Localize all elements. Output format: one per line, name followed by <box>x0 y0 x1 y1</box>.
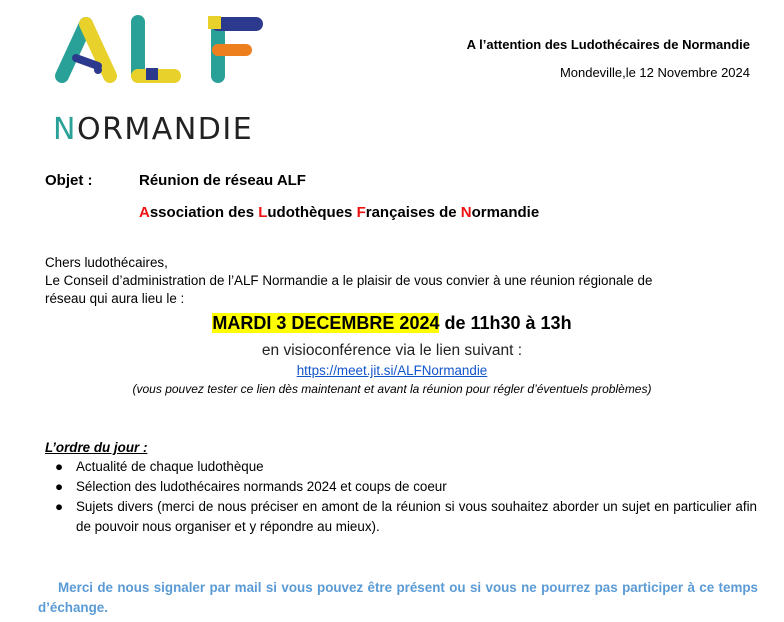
agenda-list <box>45 457 757 537</box>
agenda-title: L’ordre du jour : <box>45 440 148 455</box>
place-date: Mondeville,le 12 Novembre 2024 <box>559 65 750 80</box>
object-label: Objet : <box>45 172 93 189</box>
footer-request: Merci de nous signaler par mail si vous pouvez être présent ou si vous ne pourrez pas participer à ce temps d’échange. <box>38 580 758 615</box>
bullet-icon: ● <box>55 479 64 494</box>
recipient-line: A l’attention des Ludothécaires de Normandie <box>466 37 750 52</box>
association-name: Association des Ludothèques Françaises de Normandie <box>139 204 540 221</box>
meeting-note: (vous pouvez tester ce lien dès maintenant et avant la réunion pour régler d’éventuels problèmes) <box>132 382 652 396</box>
agenda-item: ● Sujets divers (merci de nous préciser en amont de la réunion si vous souhaitez aborder un sujet en particulier afin de pouvoir nous organiser et y répondre au mieux). <box>55 499 757 534</box>
intro-line-2: réseau qui aura lieu le : <box>45 291 185 306</box>
agenda-item: ● Sélection des ludothécaires normands 2024 et coups de coeur <box>45 477 757 497</box>
meeting-link[interactable]: https://meet.jit.si/ALFNormandie <box>296 363 488 378</box>
object-title: Réunion de réseau ALF <box>139 172 306 189</box>
intro-line-1: Le Conseil d’administration de l’ALF Normandie a le plaisir de vous convier à une réunion régionale de <box>45 273 653 288</box>
agenda-item: ● Actualité de chaque ludothèque <box>45 457 757 477</box>
logo-wordmark: NORMANDIE <box>53 112 254 147</box>
bullet-icon: ● <box>55 459 64 474</box>
bullet-icon: ● <box>55 499 64 514</box>
greeting: Chers ludothécaires, <box>45 255 168 270</box>
meeting-date: MARDI 3 DECEMBRE 2024 <box>212 313 440 333</box>
meeting-datetime <box>0 313 784 334</box>
meeting-mode: en visioconférence via le lien suivant : <box>261 342 523 359</box>
meeting-time: de 11h30 à 13h <box>439 313 572 333</box>
